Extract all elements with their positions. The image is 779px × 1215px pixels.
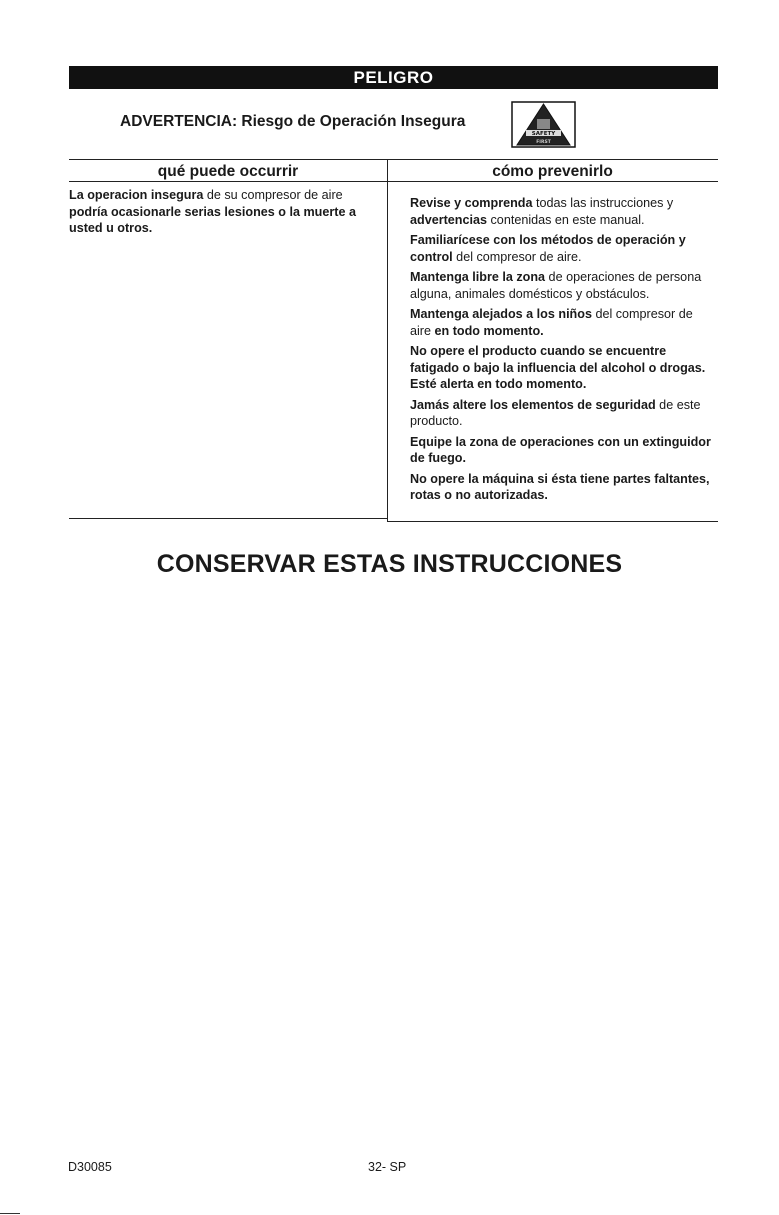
prevention-item: No opere la máquina si ésta tiene partes faltantes, rotas o no autorizadas. bbox=[410, 471, 710, 502]
warning-title: ADVERTENCIA: Riesgo de Operación Insegura bbox=[120, 113, 466, 130]
header-under-rule-left bbox=[69, 181, 387, 182]
document-code: D30085 bbox=[68, 1160, 112, 1174]
hazard-description bbox=[69, 187, 369, 237]
prevention-item: Revise y comprenda todas las instrucciones y advertencias contenidas en este manual. bbox=[410, 196, 674, 227]
safety-icon-text-top: SAFETY bbox=[531, 131, 556, 137]
table-top-rule-left bbox=[69, 159, 387, 160]
prevention-item: Jamás altere los elementos de seguridad de este producto. bbox=[410, 397, 701, 428]
conservar-heading: CONSERVAR ESTAS INSTRUCCIONES bbox=[156, 550, 623, 578]
table-bottom-rule-left bbox=[69, 518, 387, 519]
column-divider bbox=[387, 159, 388, 521]
safety-first-icon bbox=[511, 101, 576, 148]
left-column-header: qué puede occurrir bbox=[157, 163, 299, 180]
prevention-item: Equipe la zona de operaciones con un extinguidor de fuego. bbox=[410, 434, 711, 465]
corner-mark bbox=[0, 1213, 20, 1214]
prevention-item: Mantenga alejados a los niños del compresor de aire en todo momento. bbox=[410, 307, 693, 338]
table-bottom-rule-right bbox=[387, 521, 718, 522]
table-top-rule-right bbox=[387, 159, 718, 160]
safety-icon-text-bottom: FIRST bbox=[536, 140, 551, 145]
header-under-rule-right bbox=[387, 181, 718, 182]
hazard-text-1: de su compresor de aire bbox=[203, 188, 343, 202]
prevention-list bbox=[410, 195, 712, 508]
prevention-item: Familiarícese con los métodos de operación y control del compresor de aire. bbox=[410, 233, 686, 264]
prevention-item: No opere el producto cuando se encuentre fatigado o bajo la influencia del alcohol o drogas. Esté alerta en todo momento. bbox=[410, 344, 706, 391]
hazard-bold-2: podría ocasionarle serias lesiones o la muerte a usted u otros. bbox=[69, 204, 356, 235]
right-column-header: cómo prevenirlo bbox=[492, 163, 613, 180]
peligro-banner: PELIGRO bbox=[69, 66, 718, 89]
prevention-item: Mantenga libre la zona de operaciones de persona alguna, animales domésticos y obstáculos. bbox=[410, 270, 702, 301]
page-number: 32- SP bbox=[368, 1160, 407, 1174]
hazard-bold-1: La operacion insegura bbox=[69, 188, 204, 202]
